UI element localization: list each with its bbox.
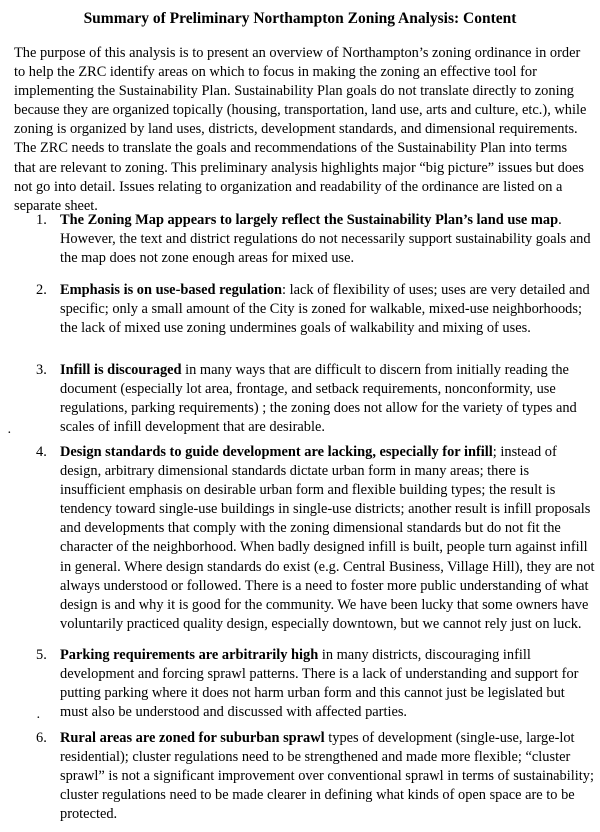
item-body: types of development (single-use, large-lot residential); cluster regulations need to be strengthened and made more flexible; “cluster sprawl” is not a significant improvement over conventional sprawl in terms of sustainability; cluster regulations need to be made clearer in defining what kinds of open space are to be protected. xyxy=(60,730,594,823)
item-text xyxy=(60,361,595,437)
item-text xyxy=(60,729,595,824)
item-lead: Infill is discouraged xyxy=(60,362,182,378)
item-lead: Rural areas are zoned for suburban sprawl xyxy=(60,730,325,746)
item-body: . However, the text and district regulations do not necessarily support sustainability goals and the map does not zone enough areas for mixed use. xyxy=(60,212,591,267)
item-body: ; instead of design, arbitrary dimensional standards dictate urban form in many areas; there is insufficient emphasis on desirable urban form and flexible building types; the result is tendency toward single-use buildings in single-use districts; another result is infill proposals and developments that comply with the zoning dimensional standards but do not fit the character of the neighborhood. When badly designed infill is built, people turn against infill in general. Where design standards do exist (e.g. Central Business, Village Hill), they are not always understood or followed. There is a need to foster more public understanding of what design is and why it is good for the community. We have been lucky that some owners have voluntarily practiced quality design, especially downtown, but we cannot rely just on luck. xyxy=(60,444,595,632)
item-text xyxy=(60,443,595,634)
item-text xyxy=(60,211,595,268)
stray-mark: · xyxy=(36,711,41,726)
item-lead: The Zoning Map appears to largely reflect the Sustainability Plan’s land use map xyxy=(60,212,559,228)
item-lead: Emphasis is on use-based regulation xyxy=(60,282,283,298)
intro-paragraph: The purpose of this analysis is to present an overview of Northampton’s zoning ordinance in order to help the ZRC identify areas on which to focus in making the zoning an effective tool for implementing the Sustainability Plan. Sustainability Plan goals do not translate directly to zoning because they are organized topically (housing, transportation, land use, arts and culture, etc.), while zoning is organized by land uses, districts, development standards, and dimensional requirements. The ZRC needs to translate the goals and recommendations of the Sustainability Plan into terms that are relevant to zoning. This preliminary analysis highlights major “big picture” issues but does not go into detail. Issues relating to organization and readability of the ordinance are listed on a separate sheet. xyxy=(14,45,587,214)
item-text xyxy=(60,281,595,338)
item-number: 1. xyxy=(36,212,47,228)
item-body: in many districts, discouraging infill development and forcing sprawl patterns. There is a lack of understanding and support for putting parking where it does not harm urban form and this cannot just be legislated but must also be understood and discussed with affected parties. xyxy=(60,647,579,721)
item-body: in many ways that are difficult to discern from initially reading the document (especially lot area, frontage, and setback requirements, nonconformity, use regulations, parking requirements) ; the zoning does not allow for the variety of types and scales of infill development that are desirable. xyxy=(60,362,577,436)
item-number: 6. xyxy=(36,730,47,746)
item-number: 4. xyxy=(36,444,47,460)
item-body: : lack of flexibility of uses; uses are very detailed and specific; only a small amount of the City is zoned for walkable, mixed-use neighborhoods; the lack of mixed use zoning undermines goals of walkability and mixing of uses. xyxy=(60,282,590,337)
item-number: 5. xyxy=(36,647,47,663)
item-text xyxy=(60,646,595,722)
page-title: Summary of Preliminary Northampton Zoning Analysis: Content xyxy=(83,10,517,27)
item-number: 3. xyxy=(36,362,47,378)
item-lead: Design standards to guide development are lacking, especially for infill xyxy=(60,444,493,460)
stray-mark: · xyxy=(7,426,12,441)
item-lead: Parking requirements are arbitrarily high xyxy=(60,647,319,663)
item-number: 2. xyxy=(36,282,47,298)
